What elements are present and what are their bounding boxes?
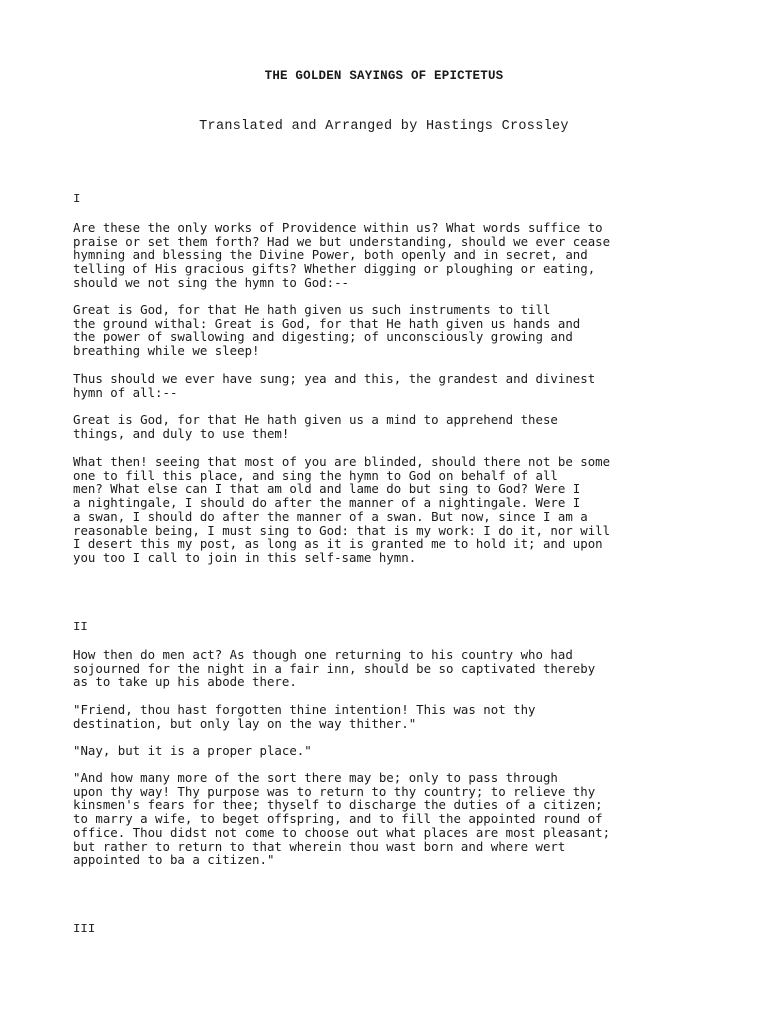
document-title: THE GOLDEN SAYINGS OF EPICTETUS	[264, 69, 504, 83]
section-numeral-ii: II	[73, 620, 88, 634]
paragraph: Great is God, for that He hath given us a mind to apprehend these things, and duly to use them!	[73, 412, 558, 441]
paragraph: What then! seeing that most of you are blinded, should there not be some one to fill this place, and sing the hymn to God on behalf of all men? What else can I that am old and lame do but sing to God? Were I a nightingale, I should do after the manner of a nightingale. Were I a swan, I should do after the manner of a swan. But now, since I am a reasonable being, I must sing to God: that is my work: I do it, nor will I desert this my post, as long as it is granted me to hold it; and upon you too I call to join in this self-same hymn.	[73, 454, 611, 565]
paragraph: How then do men act? As though one returning to his country who had sojourned for the night in a fair inn, should be so captivated thereby as to take up his abode there.	[73, 647, 596, 690]
paragraph: Are these the only works of Providence within us? What words suffice to praise or set them forth? Had we but understanding, should we ever cease hymning and blessing the Divine Power, both openly and in secret, and telling of His gracious gifts? Whether digging or ploughing or eating, should we not sing the hymn to God:--	[73, 220, 611, 290]
document-subtitle: Translated and Arranged by Hastings Crossley	[199, 119, 569, 134]
paragraph: "And how many more of the sort there may be; only to pass through upon thy way! Thy purpose was to return to thy country; to relieve thy kinsmen's fears for thee; thyself to discharge the duties of a citizen; to marry a wife, to beget offspring, and to fill the appointed round of office. Thou didst not come to choose out what places are most pleasant; but rather to return to that wherein thou wast born and where wert appointed to ba a citizen."	[73, 770, 611, 868]
section-numeral-iii: III	[73, 922, 96, 936]
paragraph: Thus should we ever have sung; yea and this, the grandest and divinest hymn of all:--	[73, 371, 596, 400]
paragraph: "Nay, but it is a proper place."	[73, 743, 312, 758]
paragraph: "Friend, thou hast forgotten thine intention! This was not thy destination, but only lay on the way thither."	[73, 702, 536, 731]
section-numeral-i: I	[73, 192, 81, 206]
paragraph: Great is God, for that He hath given us such instruments to till the ground withal: Great is God, for that He hath given us hands and the power of swallowing and digesting; of unconsciously growing and breathing while we sleep!	[73, 302, 581, 359]
